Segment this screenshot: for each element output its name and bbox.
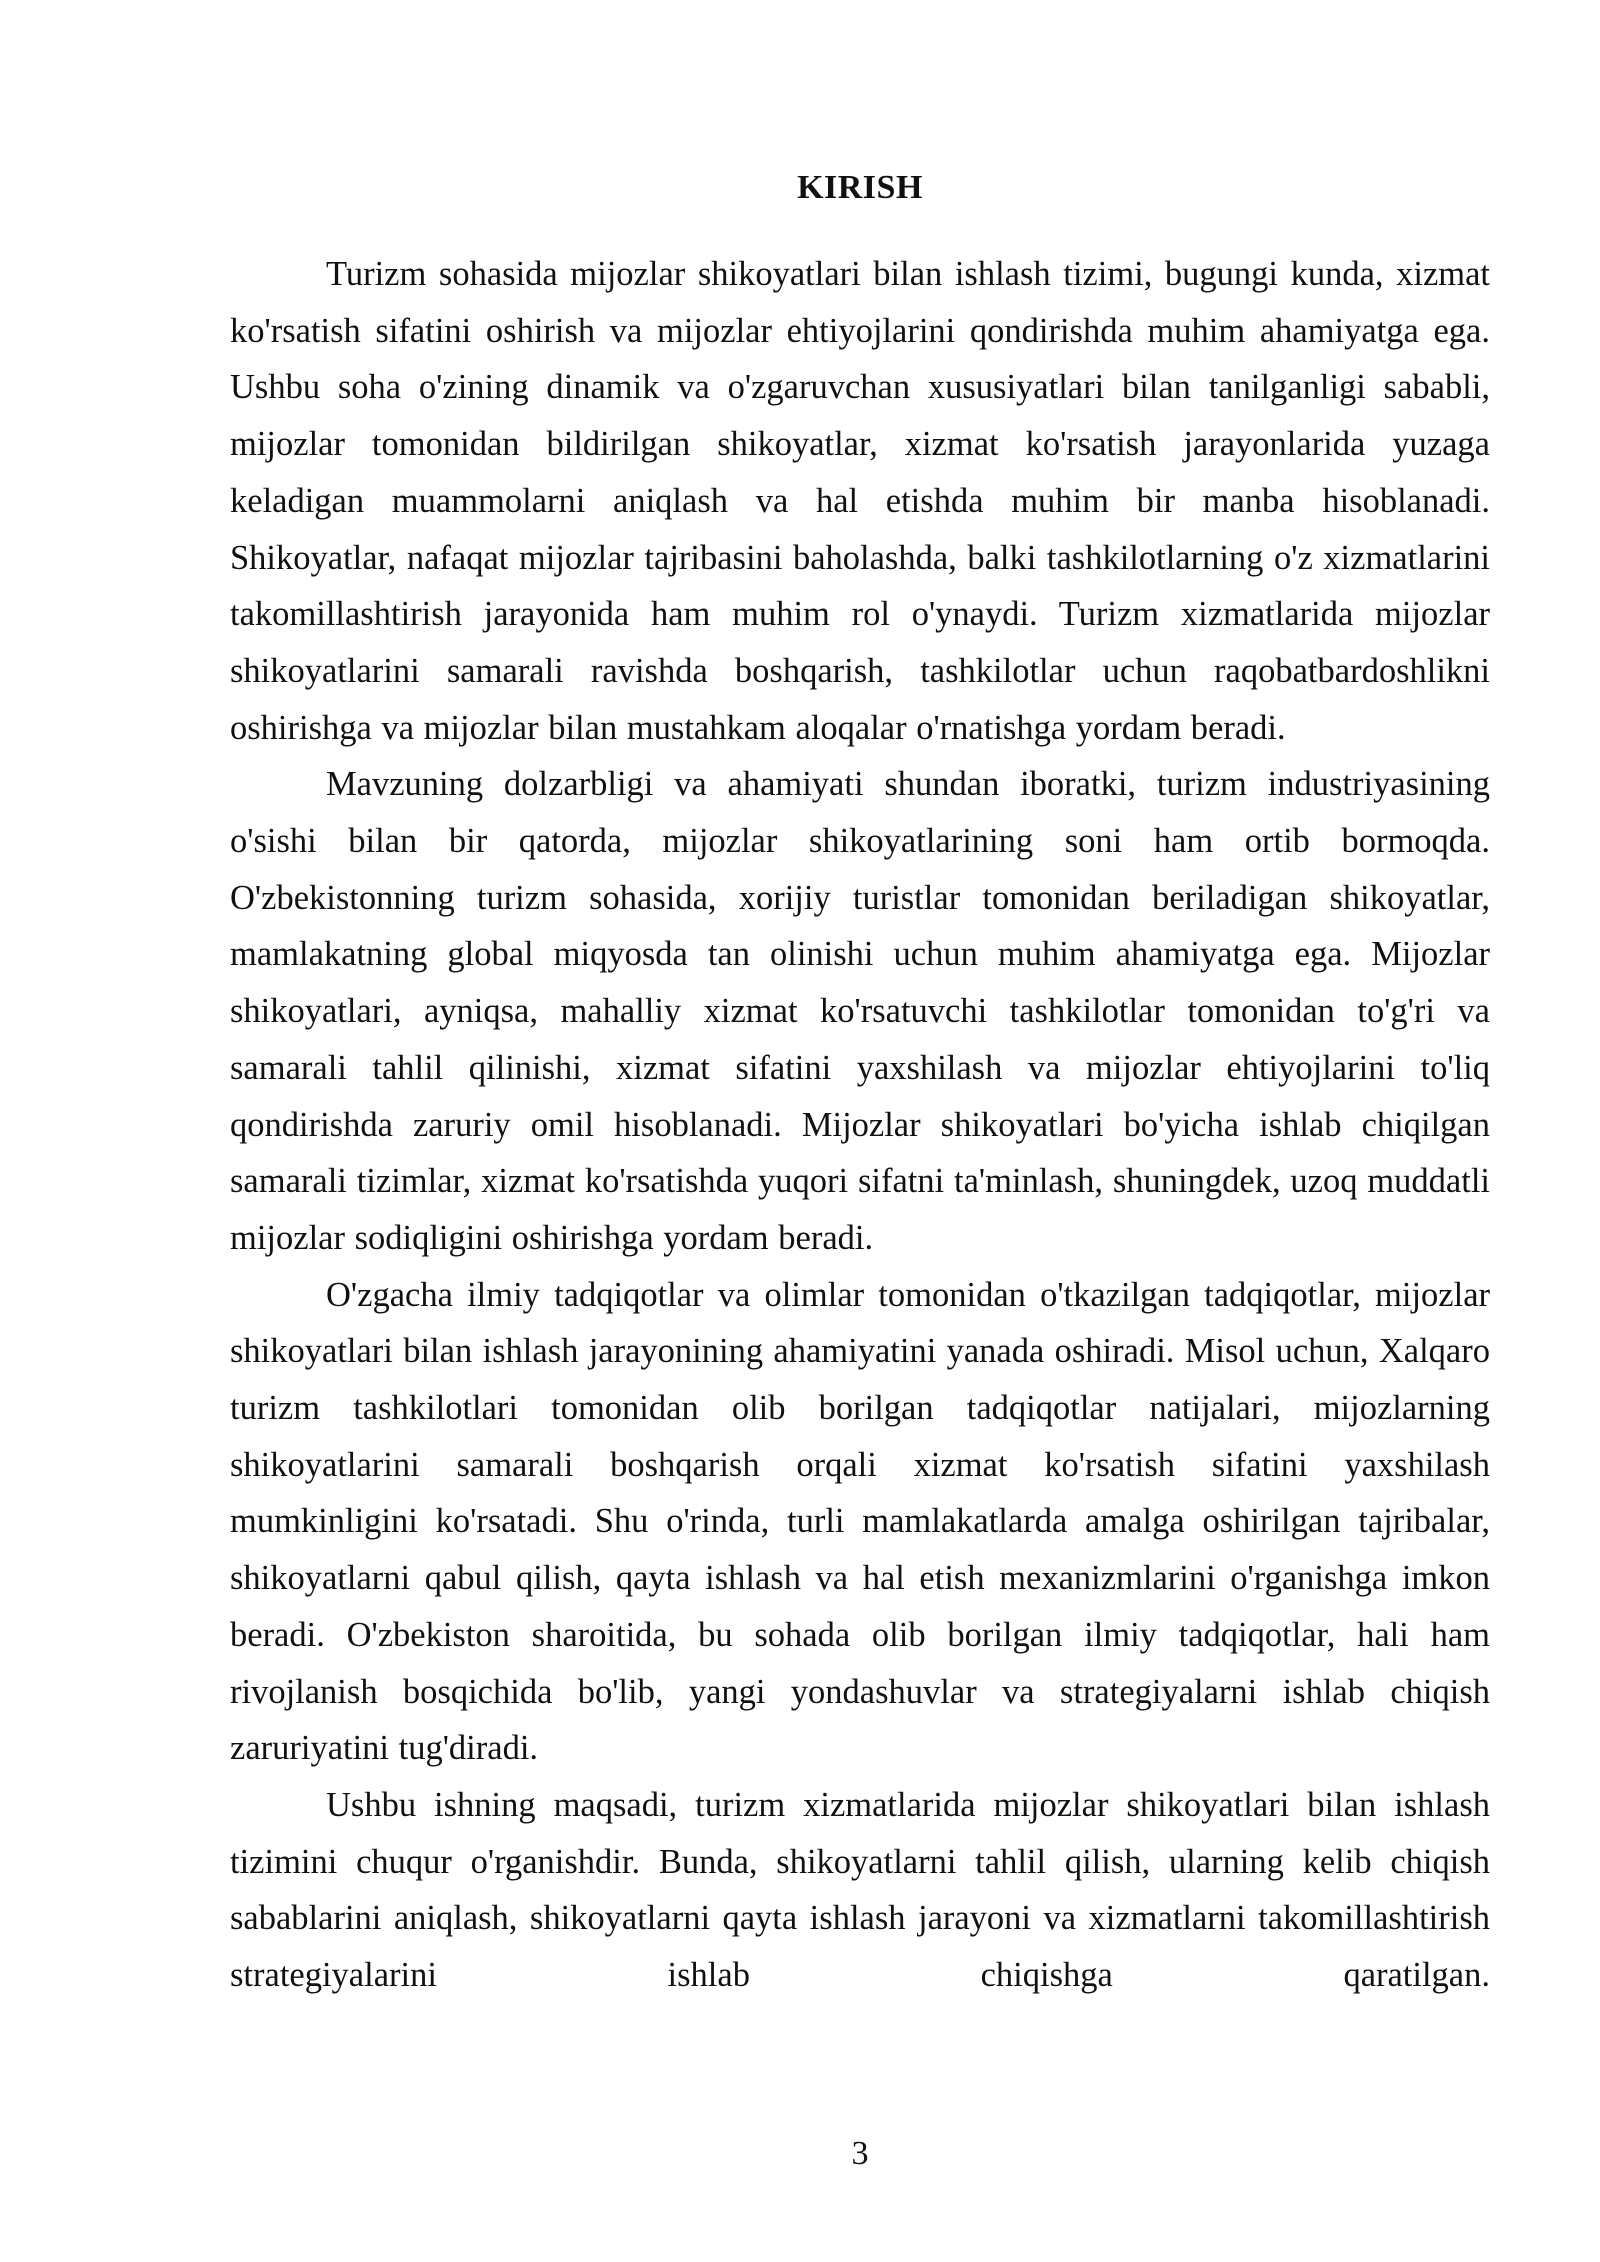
paragraph-intro: Turizm sohasida mijozlar shikoyatlari bilan ishlash tizimi, bugungi kunda, xizmat ko'rsatish sifatini oshirish va mijozlar ehtiyojlarini qondirishda muhim ahamiyatga ega. Ushbu soha o'zining dinamik va o'zgaruvchan xususiyatlari bilan tanilganligi sababli, mijozlar tomonidan bildirilgan shikoyatlar, xizmat ko'rsatish jarayonlarida yuzaga keladigan muammolarni aniqlash va hal etishda muhim bir manba hisoblanadi. Shikoyatlar, nafaqat mijozlar tajribasini baholashda, balki tashkilotlarning o'z xizmatlarini takomillashtirish jarayonida ham muhim rol o'ynaydi. Turizm xizmatlarida mijozlar shikoyatlarini samarali ravishda boshqarish, tashkilotlar uchun raqobatbardoshlikni oshirishga va mijozlar bilan mustahkam aloqalar o'rnatishga yordam beradi.: [230, 255, 1490, 747]
page-title: KIRISH: [797, 169, 923, 206]
page-number: 3: [851, 2135, 869, 2172]
paragraph-research: O'zgacha ilmiy tadqiqotlar va olimlar tomonidan o'tkazilgan tadqiqotlar, mijozlar shikoyatlari bilan ishlash jarayonining ahamiyatini yanada oshiradi. Misol uchun, Xalqaro turizm tashkilotlari tomonidan olib borilgan tadqiqotlar natijalari, mijozlarning shikoyatlarini samarali boshqarish orqali xizmat ko'rsatish sifatini yaxshilash mumkinligini ko'rsatadi. Shu o'rinda, turli mamlakatlarda amalga oshirilgan tajribalar, shikoyatlarni qabul qilish, qayta ishlash va hal etish mexanizmlarini o'rganishga imkon beradi. O'zbekiston sharoitida, bu sohada olib borilgan ilmiy tadqiqotlar, hali ham rivojlanish bosqichida bo'lib, yangi yondashuvlar va strategiyalarni ishlab chiqish zaruriyatini tug'diradi.: [230, 1275, 1490, 1768]
body-text: [230, 246, 1490, 2004]
paragraph-relevance: Mavzuning dolzarbligi va ahamiyati shundan iboratki, turizm industriyasining o'sishi bilan bir qatorda, mijozlar shikoyatlarining soni ham ortib bormoqda. O'zbekistonning turizm sohasida, xorijiy turistlar tomonidan beriladigan shikoyatlar, mamlakatning global miqyosda tan olinishi uchun muhim ahamiyatga ega. Mijozlar shikoyatlari, ayniqsa, mahalliy xizmat ko'rsatuvchi tashkilotlar tomonidan to'g'ri va samarali tahlil qilinishi, xizmat sifatini yaxshilash va mijozlar ehtiyojlarini to'liq qondirishda zaruriy omil hisoblanadi. Mijozlar shikoyatlari bo'yicha ishlab chiqilgan samarali tizimlar, xizmat ko'rsatishda yuqori sifatni ta'minlash, shuningdek, uzoq muddatli mijozlar sodiqligini oshirishga yordam beradi.: [230, 765, 1490, 1257]
paragraph-goal: Ushbu ishning maqsadi, turizm xizmatlarida mijozlar shikoyatlari bilan ishlash tizimini chuqur o'rganishdir. Bunda, shikoyatlarni tahlil qilish, ularning kelib chiqish sabablarini aniqlash, shikoyatlarni qayta ishlash jarayoni va xizmatlarni takomillashtirish strategiyalarini ishlab chiqishga qaratilgan.: [230, 1785, 1490, 1995]
